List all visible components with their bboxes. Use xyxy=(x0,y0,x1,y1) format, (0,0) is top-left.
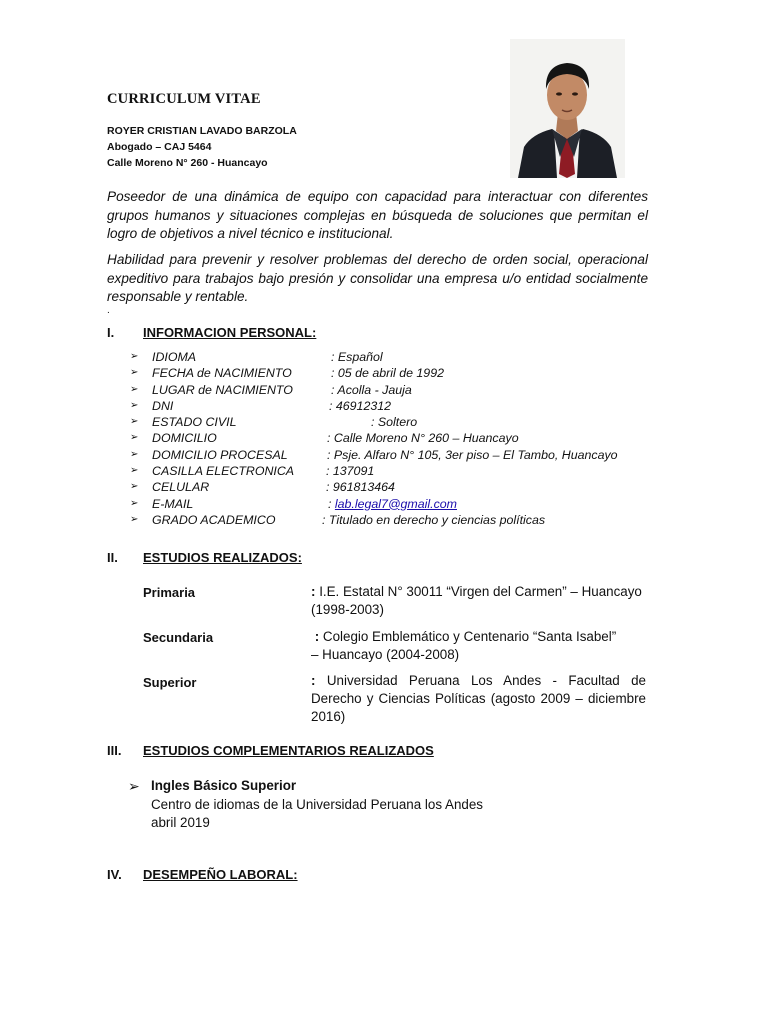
study-colon: : xyxy=(311,673,316,688)
personal-info-label: CELULAR xyxy=(152,480,210,495)
email-link[interactable]: lab.legal7@gmail.com xyxy=(334,496,457,511)
arrowhead-bullet-icon: ➢ xyxy=(130,367,139,379)
portrait-illustration xyxy=(510,39,625,178)
arrowhead-bullet-icon: ➢ xyxy=(130,513,139,525)
arrowhead-bullet-icon: ➢ xyxy=(130,448,139,460)
personal-info-row xyxy=(130,447,690,463)
personal-info-row xyxy=(130,414,690,430)
study-line xyxy=(311,583,661,601)
personal-info-value: : Español xyxy=(331,350,383,364)
stray-dot: . xyxy=(107,305,110,316)
personal-info-value: : Soltero xyxy=(371,415,418,430)
complementary-course-title: Ingles Básico Superior xyxy=(151,778,297,793)
personal-info-label: IDIOMA xyxy=(152,350,197,364)
personal-info-label: FECHA de NACIMIENTO xyxy=(152,366,292,381)
personal-info-value: : 137091 xyxy=(326,464,375,479)
address: Calle Moreno N° 260 - Huancayo xyxy=(107,157,268,169)
study-colon: : xyxy=(311,584,316,599)
personal-info-label: ESTADO CIVIL xyxy=(152,415,237,430)
section-title-complementary: ESTUDIOS COMPLEMENTARIOS REALIZADOS xyxy=(143,743,434,758)
section-title-work: DESEMPEÑO LABORAL: xyxy=(143,867,298,882)
personal-info-row xyxy=(130,382,690,398)
arrowhead-bullet-icon: ➢ xyxy=(130,465,139,477)
arrowhead-bullet-icon: ➢ xyxy=(130,497,139,509)
profile-photo xyxy=(510,39,625,178)
summary-paragraph-2: Habilidad para prevenir y resolver problemas del derecho de orden social, operacional expeditivo para trabajos bajo presión y consolidar una empresa u/o entidad socialmente responsable y rentable. xyxy=(107,252,648,305)
personal-info-row xyxy=(130,463,690,479)
complementary-institution: Centro de idiomas de la Universidad Peruana los Andes xyxy=(151,797,483,812)
arrowhead-bullet-icon: ➢ xyxy=(130,351,139,362)
arrowhead-bullet-icon: ➢ xyxy=(128,778,140,794)
personal-info-value xyxy=(328,496,457,512)
personal-info-label: GRADO ACADEMICO xyxy=(152,512,276,527)
personal-info-value: : Calle Moreno N° 260 – Huancayo xyxy=(327,431,519,446)
personal-info-label: DOMICILIO xyxy=(152,431,217,446)
personal-info-value: : 46912312 xyxy=(329,398,392,413)
personal-info-label: E-MAIL xyxy=(152,496,194,511)
section-number-2: II. xyxy=(107,550,118,565)
personal-info-label: DNI xyxy=(152,398,174,413)
section-number-1: I. xyxy=(107,325,115,340)
study-text: Universidad Peruana Los Andes - Facultad de Derecho y Ciencias Políticas (agosto 2009 – diciembre 2016) xyxy=(311,673,646,724)
study-text: Colegio Emblemático y Centenario “Santa Isabel” xyxy=(319,629,617,644)
personal-info-row xyxy=(130,430,690,446)
personal-info-value: : 961813464 xyxy=(326,480,395,495)
personal-info-row xyxy=(130,398,690,414)
personal-info-row xyxy=(130,512,690,528)
profession: Abogado – CAJ 5464 xyxy=(107,141,212,153)
personal-info-row xyxy=(130,349,690,365)
personal-info-row xyxy=(130,365,690,381)
complementary-date: abril 2019 xyxy=(151,815,210,830)
arrowhead-bullet-icon: ➢ xyxy=(130,399,139,411)
section-number-4: IV. xyxy=(107,867,122,882)
summary-paragraph-1: Poseedor de una dinámica de equipo con capacidad para interactuar con diferentes grupos humanos y situaciones complejas en búsqueda de soluciones que permitan el logro de objetivos a nivel técnico e institucional. xyxy=(107,189,648,242)
personal-info-list xyxy=(130,349,690,528)
arrowhead-bullet-icon: ➢ xyxy=(130,383,139,395)
arrowhead-bullet-icon: ➢ xyxy=(130,432,139,444)
full-name: ROYER CRISTIAN LAVADO BARZOLA xyxy=(107,125,297,137)
study-label-primaria: Primaria xyxy=(143,585,196,600)
personal-info-row xyxy=(130,496,690,512)
study-label-secundaria: Secundaria xyxy=(143,630,214,645)
identity-block xyxy=(107,123,297,171)
study-text: I.E. Estatal N° 30011 “Virgen del Carmen” – Huancayo xyxy=(315,584,642,599)
study-value-secundaria xyxy=(311,628,646,664)
study-line: (1998-2003) xyxy=(311,602,384,617)
cv-title: CURRICULUM VITAE xyxy=(107,91,261,107)
study-line: – Huancayo (2004-2008) xyxy=(311,647,460,662)
study-value-superior xyxy=(311,672,646,726)
personal-info-value: : Acolla - Jauja xyxy=(331,382,412,397)
arrowhead-bullet-icon: ➢ xyxy=(130,416,139,428)
personal-info-row xyxy=(130,479,690,495)
study-label-superior: Superior xyxy=(143,675,197,690)
study-colon: : xyxy=(314,629,320,644)
email-colon: : xyxy=(328,496,335,511)
study-line xyxy=(311,628,646,646)
study-value-primaria xyxy=(311,583,661,619)
section-title-studies: ESTUDIOS REALIZADOS: xyxy=(143,550,302,565)
personal-info-label: DOMICILIO PROCESAL xyxy=(152,447,288,462)
personal-info-value: : Psje. Alfaro N° 105, 3er piso – El Tambo, Huancayo xyxy=(327,447,618,462)
personal-info-label: LUGAR de NACIMIENTO xyxy=(152,382,293,397)
personal-info-value: : 05 de abril de 1992 xyxy=(331,366,444,381)
personal-info-value: : Titulado en derecho y ciencias políticas xyxy=(322,512,546,527)
section-number-3: III. xyxy=(107,743,122,758)
section-title-personal: INFORMACION PERSONAL: xyxy=(143,325,317,340)
arrowhead-bullet-icon: ➢ xyxy=(130,481,139,493)
personal-info-label: CASILLA ELECTRONICA xyxy=(152,464,295,479)
